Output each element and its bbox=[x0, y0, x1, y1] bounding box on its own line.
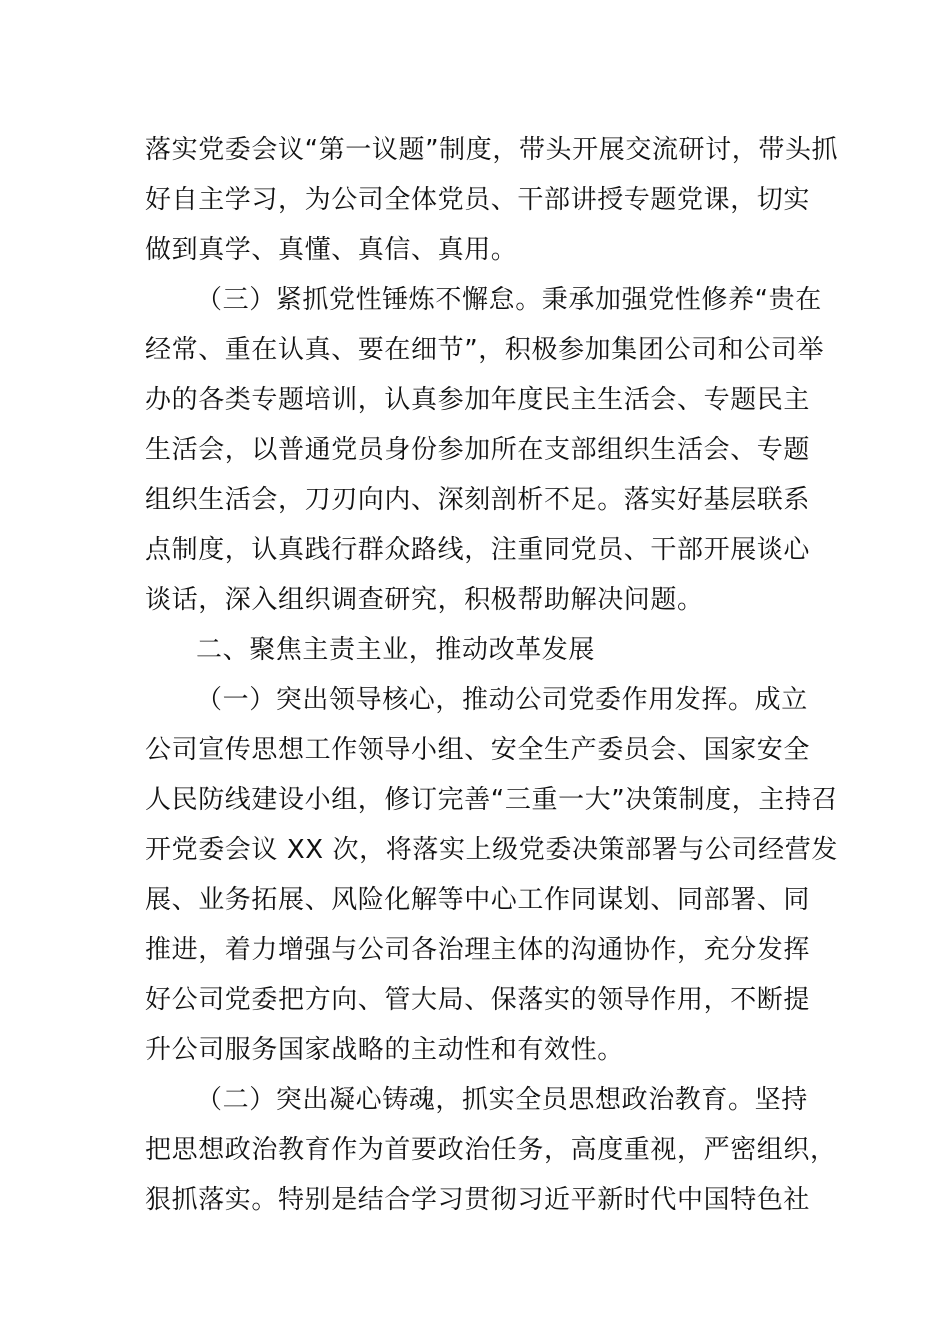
text-line: 人民防线建设小组，修订完善“三重一大”决策制度，主持召 bbox=[145, 785, 839, 815]
text-line: 组织生活会，刀刃向内、深刻剖析不足。落实好基层联系 bbox=[145, 485, 811, 515]
paragraph-heading-3: （三）紧抓党性锤炼不懈怠。秉承加强党性修养“贵在 bbox=[196, 285, 822, 315]
text-line: 把思想政治教育作为首要政治任务，高度重视，严密组织， bbox=[145, 1135, 837, 1165]
section-heading-2: 二、聚焦主责主业，推动改革发展 bbox=[196, 635, 596, 665]
text-line: 开党委会议 XX 次，将落实上级党委决策部署与公司经营发 bbox=[145, 835, 838, 865]
text-line: 落实党委会议“第一议题”制度，带头开展交流研讨，带头抓 bbox=[145, 135, 839, 165]
text-line: 好自主学习，为公司全体党员、干部讲授专题党课，切实 bbox=[145, 185, 811, 215]
text-line: 做到真学、真懂、真信、真用。 bbox=[145, 235, 518, 265]
text-line: 办的各类专题培训，认真参加年度民主生活会、专题民主 bbox=[145, 385, 811, 415]
text-line: 生活会，以普通党员身份参加所在支部组织生活会、专题 bbox=[145, 435, 811, 465]
text-line: 狠抓落实。特别是结合学习贯彻习近平新时代中国特色社 bbox=[145, 1185, 811, 1215]
text-line: 升公司服务国家战略的主动性和有效性。 bbox=[145, 1035, 624, 1065]
text-line: 点制度，认真践行群众路线，注重同党员、干部开展谈心 bbox=[145, 535, 811, 565]
text-line: 谈话，深入组织调查研究，积极帮助解决问题。 bbox=[145, 585, 704, 615]
text-line: 推进，着力增强与公司各治理主体的沟通协作，充分发挥 bbox=[145, 935, 811, 965]
paragraph-heading-2: （二）突出凝心铸魂，抓实全员思想政治教育。坚持 bbox=[196, 1085, 808, 1115]
text-line: 展、业务拓展、风险化解等中心工作同谋划、同部署、同 bbox=[145, 885, 811, 915]
text-line: 好公司党委把方向、管大局、保落实的领导作用，不断提 bbox=[145, 985, 811, 1015]
text-line: 公司宣传思想工作领导小组、安全生产委员会、国家安全 bbox=[145, 735, 811, 765]
paragraph-heading-1: （一）突出领导核心，推动公司党委作用发挥。成立 bbox=[196, 685, 808, 715]
text-line: 经常、重在认真、要在细节”，积极参加集团公司和公司举 bbox=[145, 335, 825, 365]
